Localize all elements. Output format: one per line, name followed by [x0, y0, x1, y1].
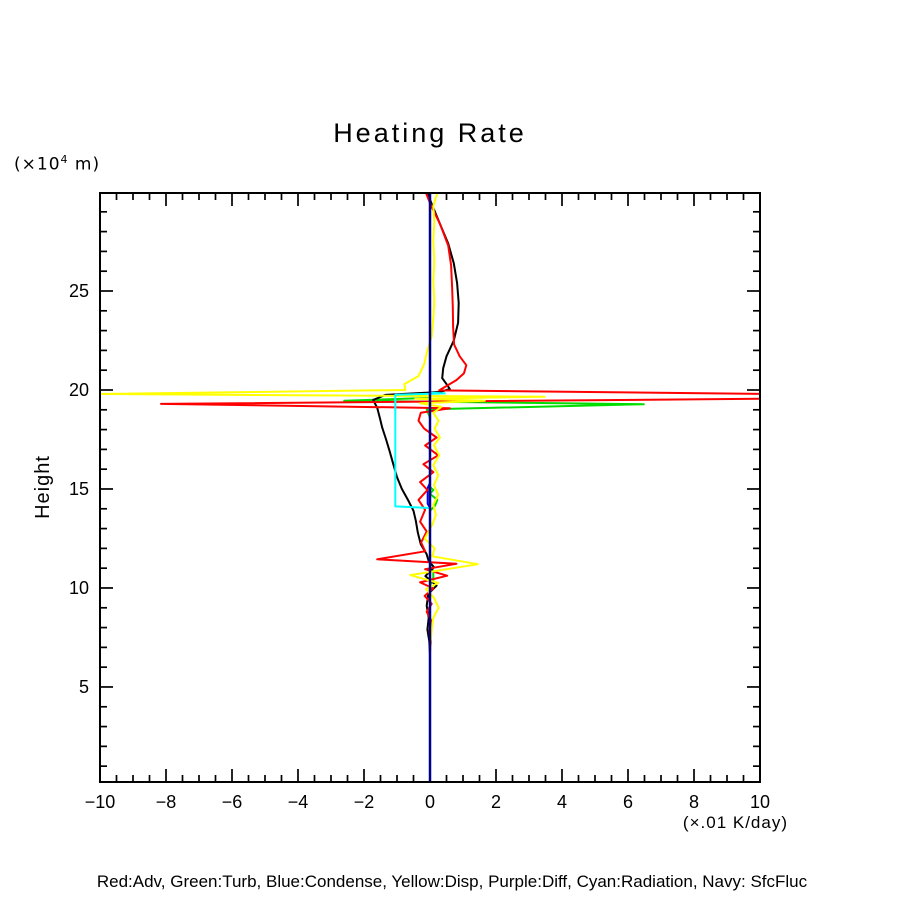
x-tick-label: 10: [749, 792, 771, 812]
x-tick-label: −2: [353, 792, 375, 812]
x-tick-label: 8: [688, 792, 700, 812]
x-tick-label: 4: [556, 792, 568, 812]
y-tick-label: 10: [68, 577, 89, 598]
y-axis-unit-prefix: (×10: [14, 154, 61, 175]
y-tick-label: 20: [68, 379, 89, 400]
y-tick-label: 25: [68, 281, 89, 302]
chart-title: Heating Rate: [333, 118, 527, 148]
series-line-total: [373, 193, 459, 654]
x-tick-label: −10: [84, 792, 116, 812]
y-axis-title: Height: [32, 455, 54, 519]
y-axis-unit-suffix: m): [68, 154, 101, 175]
y-tick-label: 15: [68, 478, 89, 499]
x-tick-label: −8: [155, 792, 177, 812]
x-tick-label: 0: [424, 792, 436, 812]
series-line-disp: [98, 193, 544, 653]
x-tick-label: 6: [622, 792, 634, 812]
y-tick-label: 5: [78, 676, 89, 697]
x-axis-unit-label: (×.01 K/day): [682, 813, 788, 832]
y-axis-unit-superscript: 4: [60, 153, 69, 166]
x-tick-label: −6: [221, 792, 243, 812]
legend-text: Red:Adv, Green:Turb, Blue:Condense, Yellow:Disp, Purple:Diff, Cyan:Radiation, Navy: SfcFluc: [96, 872, 808, 891]
x-tick-label: 2: [490, 792, 502, 812]
series-line-turb: [344, 194, 644, 653]
series-line-adv: [161, 193, 770, 651]
x-tick-label: −4: [287, 792, 309, 812]
